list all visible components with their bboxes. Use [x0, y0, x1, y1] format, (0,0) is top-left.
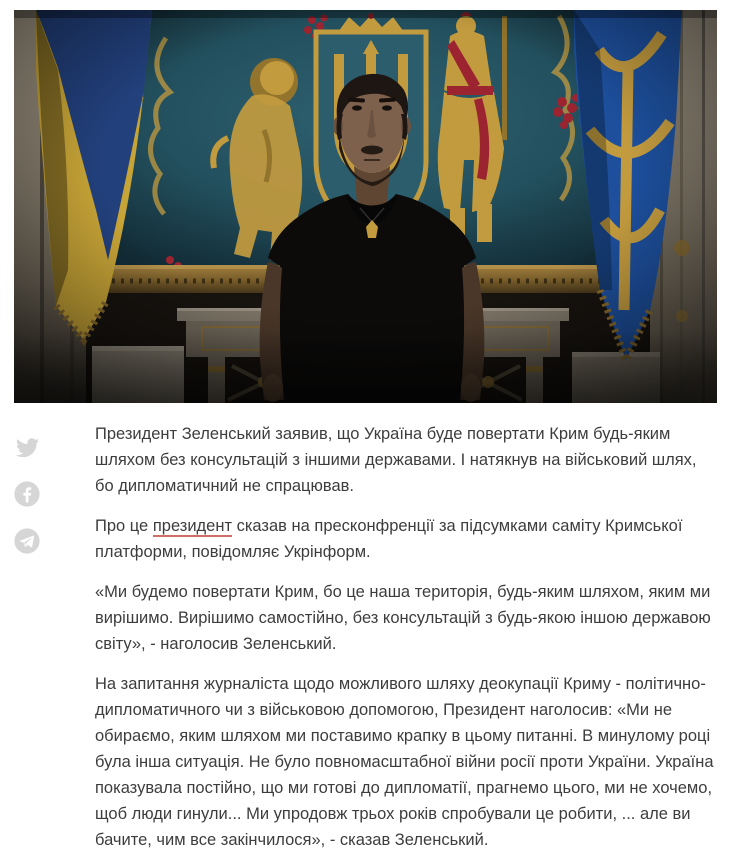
article-paragraph-3: «Ми будемо повертати Крим, бо це наша територія, будь-яким шляхом, яким ми вирішимо. Вирішимо самостійно, без консультацій з будь-якою іншою державою світу», - наголосив Зеленський.: [95, 583, 711, 653]
article-body: [95, 421, 717, 853]
twitter-share-button[interactable]: [13, 433, 41, 461]
article-hero-photo: [14, 10, 717, 403]
share-rail: [13, 433, 41, 555]
telegram-icon: [13, 527, 41, 555]
article-paragraph-1: Президент Зеленський заявив, що Україна буде повертати Крим будь-яким шляхом без консультацій з іншими державами. І натякнув на військовий шлях, бо дипломатичний не спрацював.: [95, 425, 697, 495]
telegram-share-button[interactable]: [13, 527, 41, 555]
president-link[interactable]: президент: [152, 517, 233, 535]
paragraph-2-text-before: Про це: [95, 517, 153, 535]
twitter-icon: [13, 433, 41, 461]
article-paragraph-2: [95, 513, 717, 565]
facebook-icon: [13, 480, 41, 508]
article-paragraph-4: На запитання журналіста щодо можливого шляху деокупації Криму - політично-дипломатичного чи з військовою допомогою, Президент наголосив: «Ми не обираємо, яким шляхом ми поставимо крапку в цьому питанні. В минулому році була інша ситуація. Не було повномасштабної війни росії проти України. Україна показувала постійно, що ми готові до дипломатії, прагнемо цього, ми не хочемо, щоб люди гинули... Ми упродовж трьох років спробували це робити, ... але ви бачите, чим все закінчилося», - сказав Зеленський.: [95, 675, 714, 849]
paragraph-2-text-after: сказав на пресконфренції за підсумками саміту Кримської платформи, повідомляє Укрінформ.: [95, 517, 683, 561]
facebook-share-button[interactable]: [13, 480, 41, 508]
